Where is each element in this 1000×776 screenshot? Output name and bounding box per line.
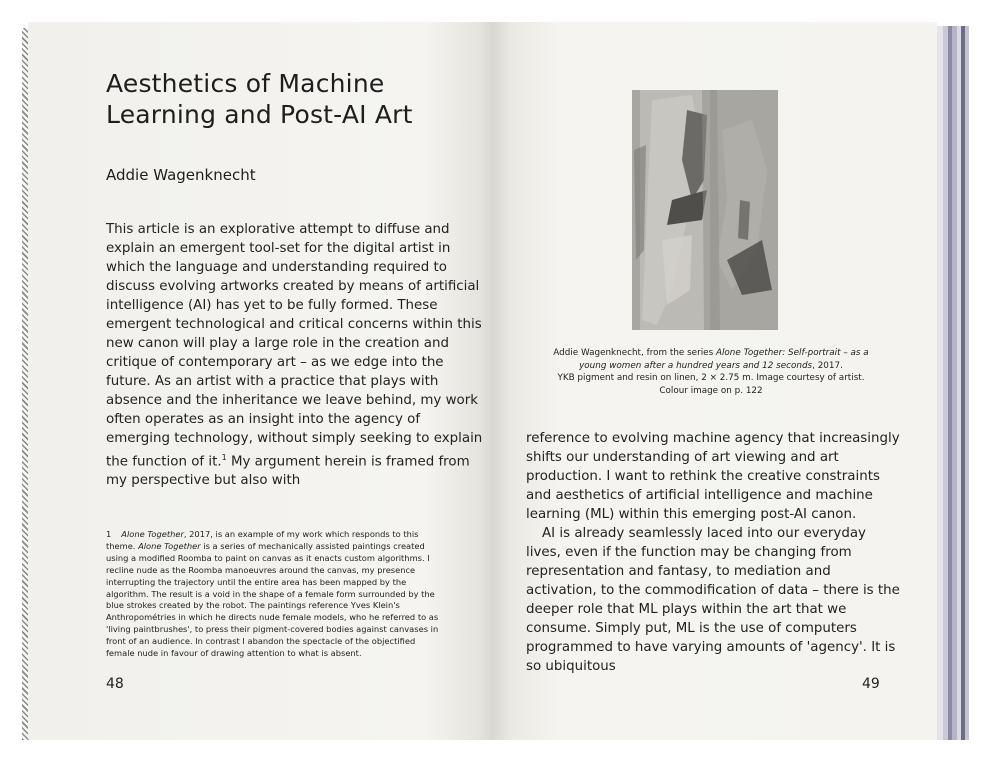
right-body-text <box>526 429 901 674</box>
footnote-work-title: Alone Together <box>121 529 184 539</box>
intro-tail: My argument herein is framed from my perspective but also with <box>106 454 470 489</box>
figure-caption <box>545 347 877 411</box>
artwork-image <box>632 90 778 330</box>
footnote-work-title-2: Alone Together <box>138 540 201 551</box>
page-number-left: 48 <box>106 676 124 692</box>
caption-colour-ref: Colour image on p. 122 <box>659 386 763 397</box>
right-paragraph-1: reference to evolving machine agency that increasingly shifts our understanding of art viewing and art production. I want to rethink the creative constraints and aesthetics of artificial intelligence and machine learning (ML) within this emerging post-AI canon. <box>526 431 900 522</box>
intro-paragraph <box>106 220 486 490</box>
caption-year: , 2017. <box>812 360 843 371</box>
caption-artist: Addie Wagenknecht, from the series <box>553 348 716 358</box>
page-stack-edge <box>965 26 969 740</box>
page-number-right: 49 <box>862 676 880 692</box>
article-title: Aesthetics of Machine Learning and Post-AI Art <box>106 69 413 129</box>
artwork-painting <box>632 90 778 330</box>
caption-medium: YKB pigment and resin on linen, 2 × 2.75 m. Image courtesy of artist. <box>557 373 865 384</box>
footnote-number: 1 <box>106 529 112 539</box>
footnote-text-1: , 2017, is an example of my work which responds to this theme. <box>106 529 419 551</box>
left-body-text <box>106 220 486 510</box>
intro-lead: This article is an explorative attempt to diffuse and explain an emergent tool-set for the digital artist in which the language and understanding required to discuss evolving artworks created by means of artificial intelligence (AI) has yet to be fully formed. These emergent technological and critical concerns within this new canon will play a large role in the creation and critique of contemporary art – as we edge into the future. As an artist with a practice that plays with absence and the inheritance we leave behind, my work often operates as an insight into the agency of emerging technology, without simply seeking to explain the function of it. <box>106 222 483 470</box>
right-paragraph-2: AI is already seamlessly laced into our everyday lives, even if the function may be changing from representation and fantasy, to mediation and activation, to the commodification of data – there is the deeper role that ML plays within the art that we consume. Simply put, ML is the use of computers programmed to have varying amounts of 'agency'. It is so ubiquitous <box>526 526 900 674</box>
caption-series: Alone Together: Self-portrait – as a young women after a hundred years and 12 seconds <box>579 348 869 371</box>
footnote-text-2: is a series of mechanically assisted paintings created using a modified Roomba to paint on canvas as it enacts custom algorithms. I recline nude as the Roomba manoeuvres around the canvas, my presence interrupting the trajectory until the entire area has been mapped by the algorithm. The result is a void in the shape of a female form surrounded by the blue strokes created by the robot. The paintings reference Yves Klein's Anthropométries in which he directs nude female models, who he referred to as 'living paintbrushes', to press their pigment-covered bodies against canvases in front of an audience. In contrast I abandon the spectacle of the objectified female nude in favour of drawing attention to what is absent. <box>106 540 439 659</box>
footnote-reference[interactable]: 1 <box>221 453 227 462</box>
article-author: Addie Wagenknecht <box>106 166 256 184</box>
footnote <box>106 529 446 659</box>
